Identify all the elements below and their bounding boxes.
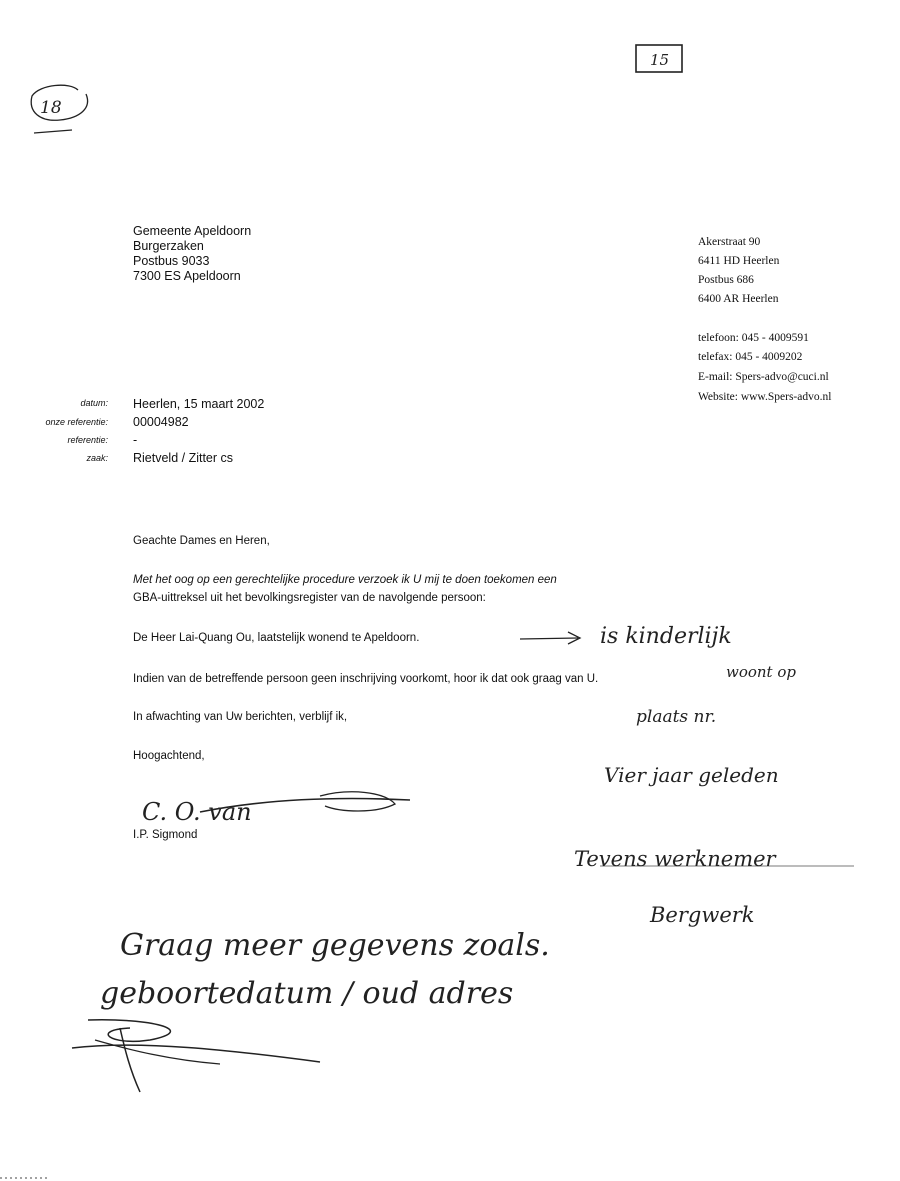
boxed-number-15 [636, 45, 682, 72]
reference-label: referentie: [67, 435, 108, 445]
circled-number-text: 18 [40, 98, 62, 118]
signatory-name: I.P. Sigmond [133, 829, 198, 841]
sender-website: Website: www.Spers-advo.nl [698, 391, 832, 403]
handwritten-note-7: Graag meer gegevens zoals. [120, 928, 550, 963]
case-label: zaak: [86, 453, 108, 463]
salutation: Geachte Dames en Heren, [133, 535, 270, 547]
our-reference-label: onze referentie: [45, 417, 108, 427]
date-value: Heerlen, 15 maart 2002 [133, 397, 265, 411]
handwritten-note-6: Bergwerk [650, 903, 755, 927]
recipient-line-1: Gemeente Apeldoorn [133, 224, 252, 238]
paragraph-3: In afwachting van Uw berichten, verblijf ik, [133, 711, 348, 723]
handwritten-note-4: Vier jaar geleden [604, 763, 779, 787]
closing: Hoogachtend, [133, 750, 205, 762]
handwritten-note-5: Tevens werknemer [574, 847, 776, 871]
paragraph-2: Indien van de betreffende persoon geen inschrijving voorkomt, hoor ik dat ook graag van U. [133, 673, 599, 685]
paragraph-1-line-1: Met het oog op een gerechtelijke procedure verzoek ik U mij te doen toekomen een [133, 574, 557, 586]
sender-street: Akerstraat 90 [698, 236, 761, 248]
case-value: Rietveld / Zitter cs [133, 451, 234, 465]
our-reference-value: 00004982 [133, 415, 189, 429]
recipient-line-4: 7300 ES Apeldoorn [133, 269, 241, 283]
circled-number-18 [31, 85, 87, 133]
recipient-line-2: Burgerzaken [133, 239, 204, 253]
sender-fax: telefax: 045 - 4009202 [698, 351, 803, 363]
signature [142, 792, 410, 826]
sender-postal-city: 6411 HD Heerlen [698, 255, 780, 267]
handwritten-note-1: is kinderlijk [600, 624, 732, 649]
signature-text: C. O. van [142, 798, 252, 826]
initials-scrawl [72, 1020, 320, 1092]
reference-value: - [133, 433, 138, 447]
handwritten-note-8: geboortedatum / oud adres [100, 976, 514, 1011]
sender-postbus: Postbus 686 [698, 274, 754, 286]
handwritten-note-3: plaats nr. [636, 707, 717, 727]
date-label: datum: [80, 398, 108, 408]
sender-postbus-city: 6400 AR Heerlen [698, 293, 779, 305]
paragraph-1-line-2: GBA-uittreksel uit het bevolkingsregister van de navolgende persoon: [133, 592, 486, 604]
arrow-icon [520, 632, 580, 644]
sender-phone: telefoon: 045 - 4009591 [698, 332, 809, 344]
sender-email: E-mail: Spers-advo@cuci.nl [698, 371, 829, 383]
handwritten-note-2: woont op [726, 663, 796, 681]
person-line: De Heer Lai-Quang Ou, laatstelijk wonend te Apeldoorn. [133, 632, 420, 644]
recipient-line-3: Postbus 9033 [133, 254, 210, 268]
boxed-number-text: 15 [650, 51, 670, 69]
